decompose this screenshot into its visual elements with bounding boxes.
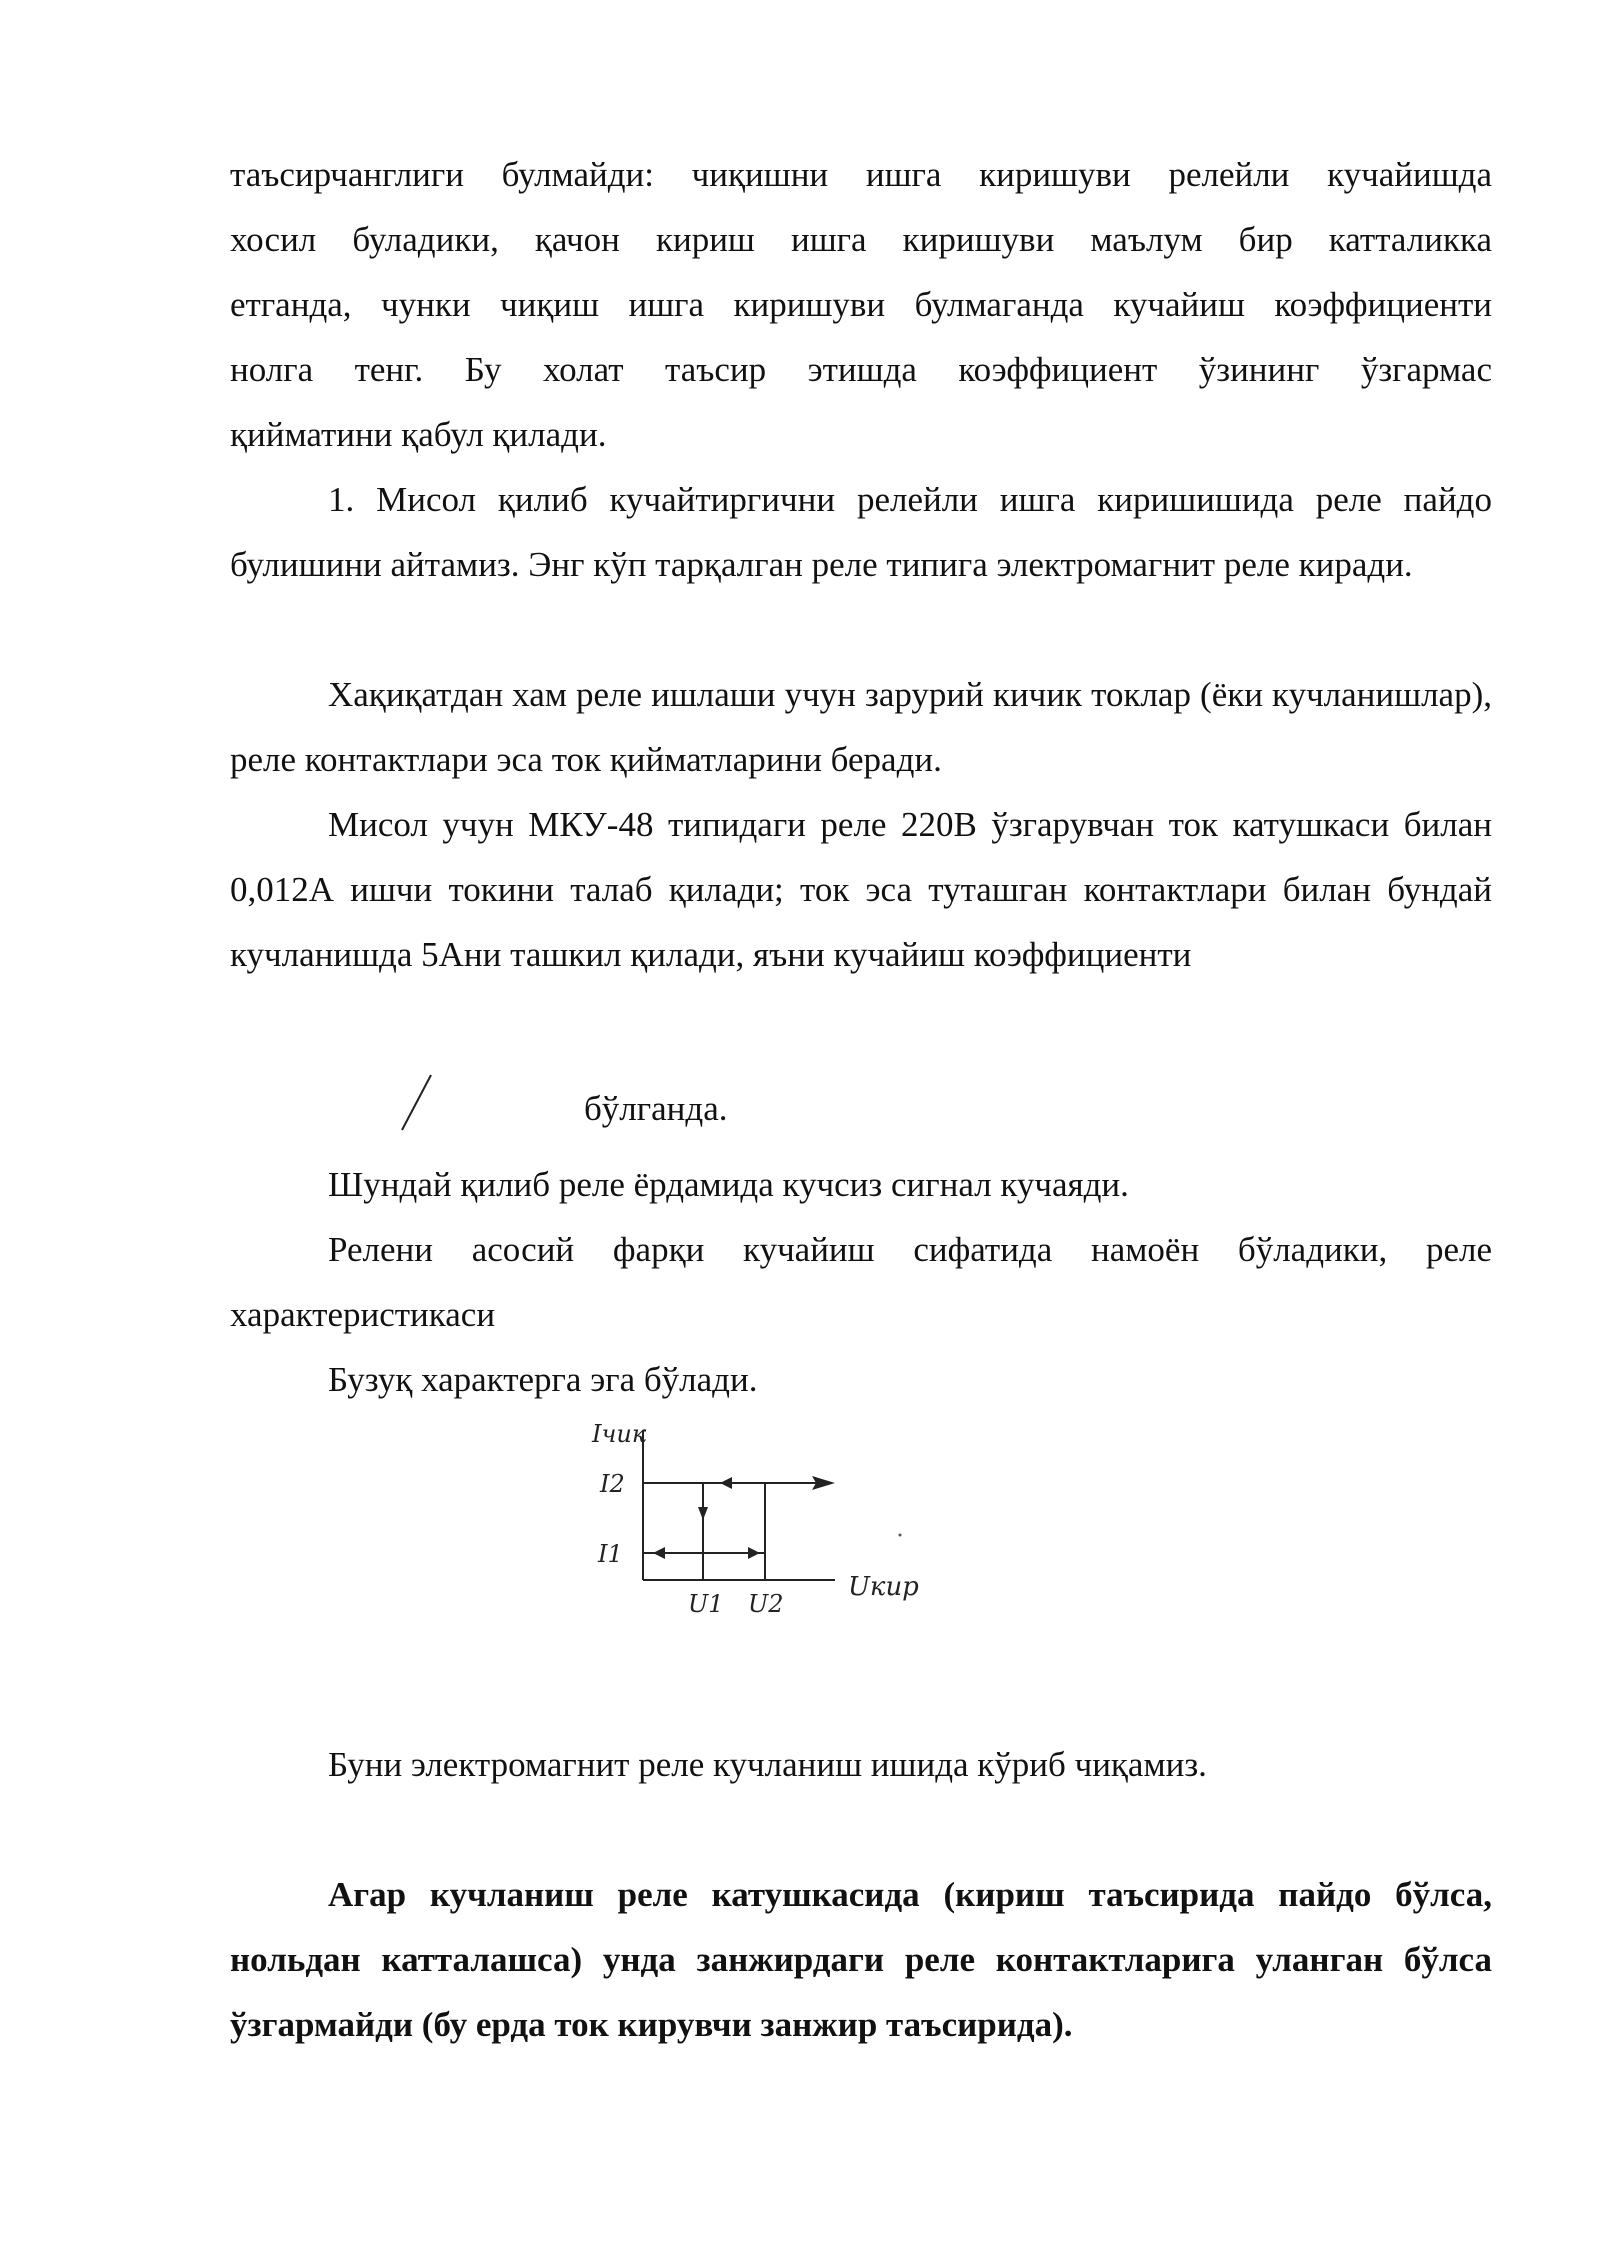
stray-dot [899,1534,902,1537]
x-axis-label: Uкир [848,1572,919,1602]
paragraph-3: Хақиқатдан хам реле ишлаши учун зарурий кичик токлар (ёки кучланишлар), реле контактлари эса ток қийматларини беради. [230,675,1492,779]
text-line: хосил буладики, қачон кириш ишга киришуви маълум бир катталикка [230,220,1492,259]
y-axis-label: Iчик [592,1420,647,1448]
paragraph-8: Бузуқ характерга эга бўлади. [328,1360,758,1399]
u1-label: U1 [688,1590,724,1618]
left-arrow-icon [720,1477,732,1489]
u2-label: U2 [748,1590,784,1618]
text-line: нолга тенг. Бу холат таъсир этишда коэффициент ўзининг ўзгармас [230,350,1492,389]
text-line: таъсирчанглиги булмайди: чиқишни ишга киришуви релейли кучайишда [230,155,1492,194]
i1-label: I1 [598,1540,623,1568]
paragraph-10: Агар кучланиш реле катушкасида (кириш таъсирида пайдо бўлса, нольдан катталашса) унда занжирдаги реле контактларига уланган бўлса ўзгармайди (бу ерда ток кирувчи занжир таъсирида). [230,1875,1492,2044]
paragraph-1 [230,142,1492,467]
left-arrow-icon [653,1547,665,1559]
right-arrow-icon [748,1547,760,1559]
paragraph-2: 1. Мисол қилиб кучайтиргични релейли ишга киришишида реле пайдо булишини айтамиз. Энг кўп тарқалган реле типига электромагнит реле киради. [230,480,1492,584]
text-line: етганда, чунки чиқиш ишга киришуви булмаганда кучайиш коэффициенти [230,285,1492,324]
paragraph-5: бўлганда. [584,1089,728,1128]
paragraph-4: Мисол учун МКУ-48 типидаги реле 220В ўзгарувчан ток катушкаси билан 0,012А ишчи токини талаб қилади; ток эса туташган контактлари билан бундай кучланишда 5Ани ташкил қилади, яъни кучайиш коэффициенти [230,805,1492,974]
formula-slash-mark [398,1072,434,1134]
paragraph-6: Шундай қилиб реле ёрдамида кучсиз сигнал кучаяди. [328,1165,1129,1204]
i2-label: I2 [600,1470,625,1498]
relay-characteristic-diagram [580,1420,940,1620]
paragraph-9: Буни электромагнит реле кучланиш ишида кўриб чиқамиз. [328,1745,1207,1784]
down-arrow-icon [698,1507,708,1520]
text-line: қийматини қабул қилади. [230,415,607,454]
paragraph-7: Релени асосий фарқи кучайиш сифатида намоён бўладики, реле характеристикаси [230,1230,1492,1334]
